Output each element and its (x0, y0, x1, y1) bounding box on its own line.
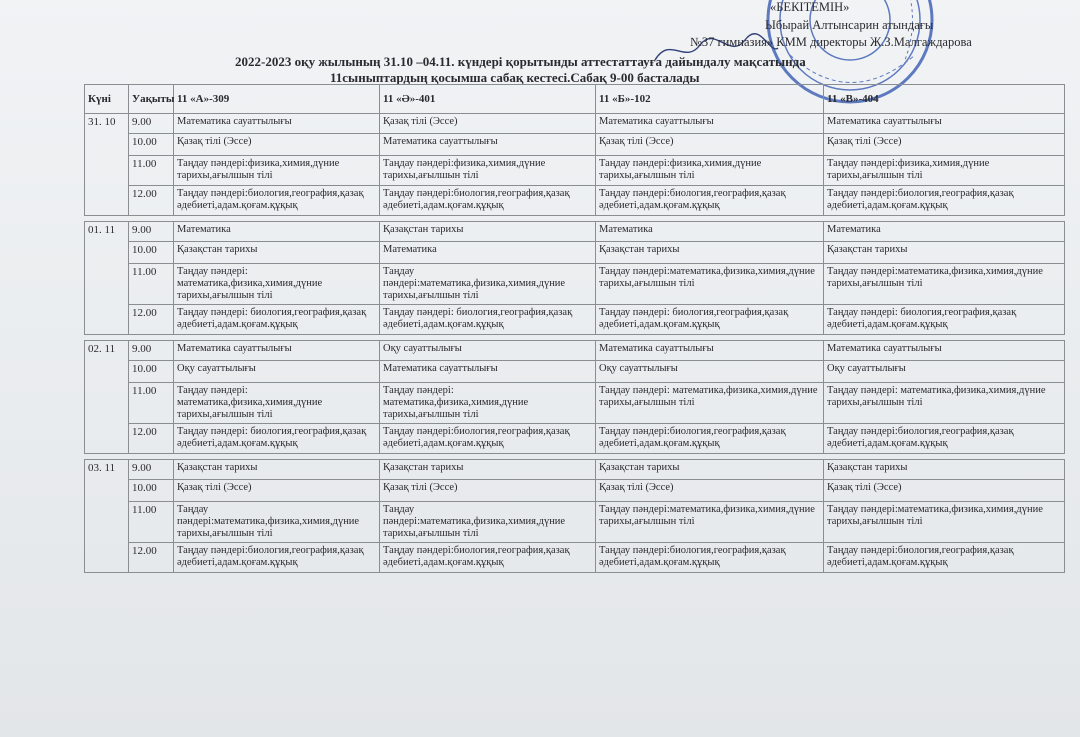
subject-cell: Таңдау пәндері:биология,география,қазақ әдебиеті,адам.қоғам.құқық (380, 543, 596, 573)
subject-cell: Қазақ тілі (Эссе) (596, 480, 824, 502)
subject-cell: Қазақ тілі (Эссе) (824, 480, 1065, 502)
subject-cell: Таңдау пәндері:математика,физика,химия,дүние тарихы,ағылшын тілі (824, 264, 1065, 305)
subject-cell: Таңдау пәндері: биология,география,қазақ әдебиеті,адам.қоғам.құқық (174, 424, 380, 454)
table-header-row (85, 85, 1065, 114)
table-row (85, 383, 1065, 424)
approval-line-3: №37 гимназия» КММ директоры Ж.З.Малгаждарова (690, 35, 972, 49)
subject-cell: Математика (596, 222, 824, 242)
time-cell: 10.00 (129, 242, 174, 264)
subject-cell: Қазақстан тарихы (596, 242, 824, 264)
table-row (85, 305, 1065, 335)
subject-cell: Математика (380, 242, 596, 264)
subject-cell: Таңдау пәндері:биология,география,қазақ әдебиеті,адам.қоғам.құқық (380, 424, 596, 454)
subject-cell: Таңдау пәндері:математика,физика,химия,дүние тарихы,ағылшын тілі (380, 264, 596, 305)
subject-cell: Қазақстан тарихы (174, 242, 380, 264)
subject-cell: Таңдау пәндері:физика,химия,дүние тарихы,ағылшын тілі (596, 156, 824, 186)
time-cell: 10.00 (129, 480, 174, 502)
time-cell: 12.00 (129, 186, 174, 216)
subject-cell: Таңдау пәндері: математика,физика,химия,дүние тарихы,ағылшын тілі (380, 383, 596, 424)
table-row (85, 502, 1065, 543)
time-cell: 9.00 (129, 222, 174, 242)
subject-cell: Оқу сауаттылығы (380, 341, 596, 361)
subject-cell: Математика (824, 222, 1065, 242)
subject-cell: Таңдау пәндері: биология,география,қазақ әдебиеті,адам.қоғам.құқық (824, 305, 1065, 335)
table-row (85, 424, 1065, 454)
subject-cell: Математика сауаттылығы (380, 134, 596, 156)
table-row (85, 222, 1065, 242)
time-cell: 10.00 (129, 134, 174, 156)
header-day: Күні (85, 85, 129, 114)
subject-cell: Таңдау пәндері:биология,география,қазақ әдебиеті,адам.қоғам.құқық (596, 186, 824, 216)
header-class-v: 11 «В»-404 (824, 85, 1065, 114)
subject-cell: Математика сауаттылығы (174, 114, 380, 134)
table-row (85, 460, 1065, 480)
subject-cell: Қазақ тілі (Эссе) (380, 114, 596, 134)
subject-cell: Таңдау пәндері:биология,география,қазақ әдебиеті,адам.қоғам.құқық (824, 424, 1065, 454)
header-class-b: 11 «Б»-102 (596, 85, 824, 114)
schedule-table (84, 84, 1065, 573)
day-cell: 01. 11 (85, 222, 129, 335)
subject-cell: Қазақ тілі (Эссе) (380, 480, 596, 502)
subject-cell: Математика сауаттылығы (596, 114, 824, 134)
subject-cell: Математика (174, 222, 380, 242)
subject-cell: Таңдау пәндері:математика,физика,химия,дүние тарихы,ағылшын тілі (824, 502, 1065, 543)
subject-cell: Қазақстан тарихы (380, 460, 596, 480)
header-time: Уақыты (129, 85, 174, 114)
subject-cell: Оқу сауаттылығы (596, 361, 824, 383)
table-row (85, 264, 1065, 305)
day-cell: 02. 11 (85, 341, 129, 454)
table-row (85, 134, 1065, 156)
table-row (85, 156, 1065, 186)
subject-cell: Математика сауаттылығы (824, 114, 1065, 134)
subject-cell: Қазақ тілі (Эссе) (174, 480, 380, 502)
time-cell: 12.00 (129, 543, 174, 573)
subject-cell: Таңдау пәндері: биология,география,қазақ әдебиеті,адам.қоғам.құқық (174, 305, 380, 335)
subject-cell: Таңдау пәндері: математика,физика,химия,дүние тарихы,ағылшын тілі (174, 264, 380, 305)
subject-cell: Таңдау пәндері: математика,физика,химия,дүние тарихы,ағылшын тілі (174, 383, 380, 424)
subject-cell: Таңдау пәндері:физика,химия,дүние тарихы,ағылшын тілі (824, 156, 1065, 186)
day-cell: 31. 10 (85, 114, 129, 216)
subject-cell: Таңдау пәндері: биология,география,қазақ әдебиеті,адам.қоғам.құқық (380, 305, 596, 335)
header-class-ae: 11 «Ә»-401 (380, 85, 596, 114)
table-row (85, 114, 1065, 134)
time-cell: 9.00 (129, 341, 174, 361)
time-cell: 9.00 (129, 114, 174, 134)
subject-cell: Қазақ тілі (Эссе) (824, 134, 1065, 156)
subject-cell: Таңдау пәндері:биология,география,қазақ әдебиеті,адам.қоғам.құқық (824, 543, 1065, 573)
time-cell: 11.00 (129, 383, 174, 424)
subject-cell: Таңдау пәндері:биология,география,қазақ әдебиеті,адам.қоғам.құқық (596, 543, 824, 573)
subject-cell: Таңдау пәндері:биология,география,қазақ әдебиеті,адам.қоғам.құқық (380, 186, 596, 216)
subject-cell: Таңдау пәндері:биология,география,қазақ әдебиеті,адам.қоғам.құқық (824, 186, 1065, 216)
subject-cell: Таңдау пәндері:физика,химия,дүние тарихы,ағылшын тілі (174, 156, 380, 186)
subject-cell: Таңдау пәндері:математика,физика,химия,дүние тарихы,ағылшын тілі (596, 264, 824, 305)
subject-cell: Математика сауаттылығы (174, 341, 380, 361)
time-cell: 11.00 (129, 156, 174, 186)
table-row (85, 361, 1065, 383)
subject-cell: Қазақстан тарихы (596, 460, 824, 480)
time-cell: 12.00 (129, 424, 174, 454)
table-row (85, 242, 1065, 264)
subject-cell: Математика сауаттылығы (380, 361, 596, 383)
subject-cell: Оқу сауаттылығы (174, 361, 380, 383)
subject-cell: Таңдау пәндері:математика,физика,химия,дүние тарихы,ағылшын тілі (596, 502, 824, 543)
time-cell: 10.00 (129, 361, 174, 383)
header-class-a: 11 «А»-309 (174, 85, 380, 114)
subject-cell: Қазақстан тарихы (380, 222, 596, 242)
day-cell: 03. 11 (85, 460, 129, 573)
subject-cell: Қазақ тілі (Эссе) (174, 134, 380, 156)
table-row (85, 341, 1065, 361)
subject-cell: Таңдау пәндері:математика,физика,химия,дүние тарихы,ағылшын тілі (380, 502, 596, 543)
document-title: 2022-2023 оқу жылының 31.10 –04.11. күндері қорытынды аттестаттауға дайындалу мақсатында (235, 54, 806, 69)
subject-cell: Математика сауаттылығы (824, 341, 1065, 361)
subject-cell: Таңдау пәндері:биология,география,қазақ әдебиеті,адам.қоғам.құқық (174, 543, 380, 573)
time-cell: 11.00 (129, 502, 174, 543)
table-row (85, 480, 1065, 502)
subject-cell: Таңдау пәндері: математика,физика,химия,дүние тарихы,ағылшын тілі (596, 383, 824, 424)
subject-cell: Қазақстан тарихы (824, 460, 1065, 480)
table-row (85, 543, 1065, 573)
subject-cell: Таңдау пәндері:физика,химия,дүние тарихы,ағылшын тілі (380, 156, 596, 186)
document-subtitle: 11сыныптардың қосымша сабақ кестесі.Сабақ 9-00 басталады (330, 70, 700, 85)
subject-cell: Таңдау пәндері: биология,география,қазақ әдебиеті,адам.қоғам.құқық (596, 305, 824, 335)
subject-cell: Қазақстан тарихы (174, 460, 380, 480)
subject-cell: Қазақстан тарихы (824, 242, 1065, 264)
approval-line-1: «БЕКІТЕМІН» (770, 0, 850, 14)
time-cell: 12.00 (129, 305, 174, 335)
time-cell: 11.00 (129, 264, 174, 305)
time-cell: 9.00 (129, 460, 174, 480)
subject-cell: Таңдау пәндері:биология,география,қазақ әдебиеті,адам.қоғам.құқық (174, 186, 380, 216)
subject-cell: Қазақ тілі (Эссе) (596, 134, 824, 156)
subject-cell: Таңдау пәндері:математика,физика,химия,дүние тарихы,ағылшын тілі (174, 502, 380, 543)
subject-cell: Таңдау пәндері:биология,география,қазақ әдебиеті,адам.қоғам.құқық (596, 424, 824, 454)
table-row (85, 186, 1065, 216)
subject-cell: Математика сауаттылығы (596, 341, 824, 361)
approval-line-2: Ыбырай Алтынсарин атындағы (765, 18, 934, 32)
subject-cell: Оқу сауаттылығы (824, 361, 1065, 383)
subject-cell: Таңдау пәндері: математика,физика,химия,дүние тарихы,ағылшын тілі (824, 383, 1065, 424)
